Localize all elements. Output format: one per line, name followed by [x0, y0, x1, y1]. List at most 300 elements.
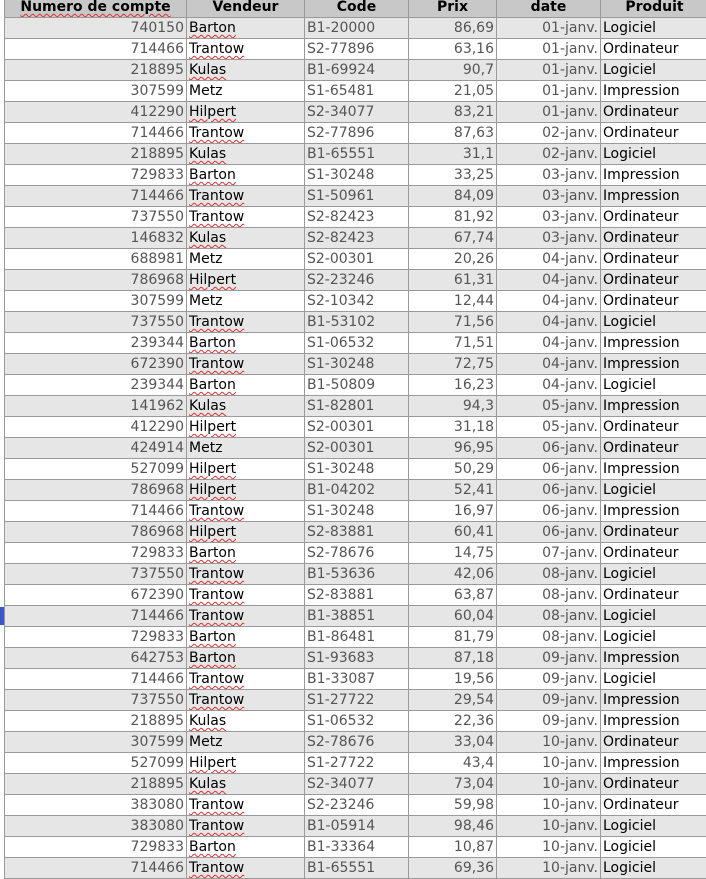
cell-vendor[interactable]	[187, 186, 305, 207]
cell-price[interactable]: 67,74	[409, 228, 497, 249]
cell-account[interactable]: 737550	[5, 312, 187, 333]
cell-date[interactable]: 04-janv.	[497, 249, 601, 270]
table-row	[5, 39, 706, 60]
table-row	[5, 480, 706, 501]
table-row	[5, 585, 706, 606]
cell-date[interactable]: 10-janv.	[497, 732, 601, 753]
cell-price[interactable]: 73,04	[409, 774, 497, 795]
table-row	[5, 753, 706, 774]
cell-account[interactable]: 527099	[5, 753, 187, 774]
cell-date[interactable]: 09-janv.	[497, 669, 601, 690]
cell-vendor[interactable]	[187, 480, 305, 501]
cell-code[interactable]: S2-82423	[305, 207, 409, 228]
cell-product[interactable]: Logiciel	[601, 18, 706, 39]
cell-code[interactable]: B1-53636	[305, 564, 409, 585]
cell-price[interactable]: 81,92	[409, 207, 497, 228]
cell-product[interactable]: Logiciel	[601, 312, 706, 333]
cell-vendor[interactable]	[187, 795, 305, 816]
spellcheck-flagged-text: Barton	[189, 167, 236, 183]
cell-vendor[interactable]	[187, 816, 305, 837]
cell-date[interactable]: 07-janv.	[497, 543, 601, 564]
cell-account[interactable]: 737550	[5, 207, 187, 228]
cell-account[interactable]: 412290	[5, 102, 187, 123]
cell-account[interactable]: 786968	[5, 270, 187, 291]
cell-date[interactable]: 04-janv.	[497, 375, 601, 396]
table-row	[5, 60, 706, 81]
header-vendor[interactable]: Vendeur	[187, 0, 305, 18]
cell-code[interactable]: S1-30248	[305, 459, 409, 480]
table-row	[5, 186, 706, 207]
table-row	[5, 333, 706, 354]
cell-date[interactable]: 04-janv.	[497, 312, 601, 333]
cell-date[interactable]: 08-janv.	[497, 564, 601, 585]
cell-account[interactable]: 714466	[5, 669, 187, 690]
cell-product[interactable]: Impression	[601, 354, 706, 375]
cell-code[interactable]: B1-33364	[305, 837, 409, 858]
cell-price[interactable]: 22,36	[409, 711, 497, 732]
cell-vendor[interactable]	[187, 585, 305, 606]
cell-account[interactable]: 737550	[5, 564, 187, 585]
cell-account[interactable]: 218895	[5, 711, 187, 732]
spellcheck-flagged-text: Trantow	[189, 503, 245, 519]
spellcheck-flagged-text: Trantow	[189, 209, 245, 225]
cell-account[interactable]: 424914	[5, 438, 187, 459]
cell-product[interactable]: Ordinateur	[601, 438, 706, 459]
cell-product[interactable]: Logiciel	[601, 144, 706, 165]
cell-price[interactable]: 72,75	[409, 354, 497, 375]
cell-product[interactable]: Impression	[601, 690, 706, 711]
table-row	[5, 816, 706, 837]
cell-code[interactable]: S2-34077	[305, 774, 409, 795]
spellcheck-flagged-text: Trantow	[189, 314, 245, 330]
cell-account[interactable]: 714466	[5, 858, 187, 879]
cell-vendor[interactable]	[187, 648, 305, 669]
cell-vendor[interactable]	[187, 669, 305, 690]
cell-vendor[interactable]	[187, 564, 305, 585]
cell-price[interactable]: 20,26	[409, 249, 497, 270]
cell-code[interactable]: B1-86481	[305, 627, 409, 648]
spellcheck-flagged-text: Trantow	[189, 818, 245, 834]
cell-code[interactable]: B1-38851	[305, 606, 409, 627]
cell-date[interactable]: 01-janv.	[497, 60, 601, 81]
cell-product[interactable]: Impression	[601, 501, 706, 522]
cell-price[interactable]: 86,69	[409, 18, 497, 39]
cell-code[interactable]: S2-00301	[305, 417, 409, 438]
cell-date[interactable]: 01-janv.	[497, 102, 601, 123]
cell-code[interactable]: S1-50961	[305, 186, 409, 207]
cell-price[interactable]: 42,06	[409, 564, 497, 585]
cell-code[interactable]: S1-27722	[305, 753, 409, 774]
cell-account[interactable]: 729833	[5, 627, 187, 648]
cell-code[interactable]: S2-23246	[305, 270, 409, 291]
cell-date[interactable]: 02-janv.	[497, 123, 601, 144]
cell-product[interactable]: Logiciel	[601, 564, 706, 585]
data-table	[4, 0, 706, 879]
cell-vendor[interactable]: Metz	[187, 291, 305, 312]
cell-account[interactable]: 412290	[5, 417, 187, 438]
cell-account[interactable]: 714466	[5, 501, 187, 522]
cell-code[interactable]: S2-83881	[305, 585, 409, 606]
cell-code[interactable]: S2-00301	[305, 249, 409, 270]
cell-product[interactable]: Impression	[601, 396, 706, 417]
cell-code[interactable]: B1-05914	[305, 816, 409, 837]
cell-vendor[interactable]	[187, 753, 305, 774]
cell-date[interactable]: 08-janv.	[497, 606, 601, 627]
cell-code[interactable]: S1-06532	[305, 333, 409, 354]
cell-code[interactable]: S1-82801	[305, 396, 409, 417]
cell-code[interactable]: B1-65551	[305, 858, 409, 879]
cell-account[interactable]: 141962	[5, 396, 187, 417]
cell-vendor[interactable]	[187, 711, 305, 732]
cell-product[interactable]: Impression	[601, 711, 706, 732]
cell-price[interactable]: 10,87	[409, 837, 497, 858]
table-row	[5, 354, 706, 375]
cell-price[interactable]: 43,4	[409, 753, 497, 774]
cell-date[interactable]: 10-janv.	[497, 795, 601, 816]
cell-code[interactable]: B1-50809	[305, 375, 409, 396]
table-row	[5, 732, 706, 753]
cell-vendor[interactable]	[187, 312, 305, 333]
spellcheck-flagged-text: Kulas	[189, 146, 227, 162]
cell-code[interactable]: S1-65481	[305, 81, 409, 102]
cell-vendor[interactable]	[187, 774, 305, 795]
cell-price[interactable]: 19,56	[409, 669, 497, 690]
spellcheck-flagged-text: Trantow	[189, 188, 245, 204]
cell-account[interactable]: 218895	[5, 774, 187, 795]
cell-account[interactable]: 218895	[5, 144, 187, 165]
cell-account[interactable]: 737550	[5, 690, 187, 711]
spellcheck-flagged-text: Hilpert	[189, 482, 237, 498]
cell-code[interactable]: B1-53102	[305, 312, 409, 333]
table-row	[5, 165, 706, 186]
header-date[interactable]: date	[497, 0, 601, 18]
cell-code[interactable]: S2-23246	[305, 795, 409, 816]
cell-date[interactable]: 02-janv.	[497, 144, 601, 165]
cell-price[interactable]: 16,23	[409, 375, 497, 396]
cell-price[interactable]: 69,36	[409, 858, 497, 879]
table-row	[5, 522, 706, 543]
cell-product[interactable]: Impression	[601, 165, 706, 186]
cell-date[interactable]: 06-janv.	[497, 480, 601, 501]
cell-date[interactable]: 06-janv.	[497, 501, 601, 522]
spellcheck-flagged-text: Trantow	[189, 587, 245, 603]
cell-price[interactable]: 21,05	[409, 81, 497, 102]
cell-account[interactable]: 740150	[5, 18, 187, 39]
spellcheck-flagged-text: Trantow	[189, 41, 245, 57]
cell-product[interactable]: Ordinateur	[601, 543, 706, 564]
cell-code[interactable]: S2-78676	[305, 732, 409, 753]
cell-account[interactable]: 642753	[5, 648, 187, 669]
cell-vendor[interactable]	[187, 501, 305, 522]
cell-vendor[interactable]	[187, 39, 305, 60]
cell-account[interactable]: 729833	[5, 543, 187, 564]
table-row	[5, 795, 706, 816]
cell-account[interactable]: 307599	[5, 732, 187, 753]
cell-code[interactable]: S2-77896	[305, 123, 409, 144]
cell-product[interactable]: Ordinateur	[601, 207, 706, 228]
table-row	[5, 564, 706, 585]
cell-vendor[interactable]	[187, 375, 305, 396]
cell-vendor[interactable]	[187, 459, 305, 480]
cell-product[interactable]: Logiciel	[601, 375, 706, 396]
cell-account[interactable]: 688981	[5, 249, 187, 270]
cell-vendor[interactable]	[187, 18, 305, 39]
cell-price[interactable]: 33,25	[409, 165, 497, 186]
cell-vendor[interactable]	[187, 858, 305, 879]
cell-account[interactable]: 146832	[5, 228, 187, 249]
table-row	[5, 123, 706, 144]
cell-vendor[interactable]	[187, 837, 305, 858]
cell-product[interactable]: Ordinateur	[601, 249, 706, 270]
cell-vendor[interactable]	[187, 102, 305, 123]
cell-price[interactable]: 71,51	[409, 333, 497, 354]
cell-date[interactable]: 03-janv.	[497, 186, 601, 207]
cell-account[interactable]: 239344	[5, 333, 187, 354]
cell-date[interactable]: 10-janv.	[497, 774, 601, 795]
cell-vendor[interactable]	[187, 543, 305, 564]
cell-date[interactable]: 06-janv.	[497, 522, 601, 543]
cell-code[interactable]: B1-33087	[305, 669, 409, 690]
cell-price[interactable]: 33,04	[409, 732, 497, 753]
cell-product[interactable]: Ordinateur	[601, 585, 706, 606]
spellcheck-flagged-text: Trantow	[189, 356, 245, 372]
cell-code[interactable]: S1-30248	[305, 354, 409, 375]
cell-price[interactable]: 12,44	[409, 291, 497, 312]
header-code[interactable]: Code	[305, 0, 409, 18]
cell-vendor[interactable]: Metz	[187, 249, 305, 270]
cell-code[interactable]: B1-69924	[305, 60, 409, 81]
cell-price[interactable]: 87,18	[409, 648, 497, 669]
cell-price[interactable]: 52,41	[409, 480, 497, 501]
cell-account[interactable]: 729833	[5, 837, 187, 858]
cell-vendor[interactable]	[187, 207, 305, 228]
cell-code[interactable]: B1-04202	[305, 480, 409, 501]
cell-code[interactable]: S1-30248	[305, 501, 409, 522]
cell-date[interactable]: 04-janv.	[497, 354, 601, 375]
cell-price[interactable]: 83,21	[409, 102, 497, 123]
cell-date[interactable]: 04-janv.	[497, 270, 601, 291]
cell-code[interactable]: S2-10342	[305, 291, 409, 312]
header-account[interactable]: Numero de compte	[5, 0, 187, 18]
table-row	[5, 228, 706, 249]
cell-product[interactable]: Logiciel	[601, 669, 706, 690]
spellcheck-flagged-text: Trantow	[189, 797, 245, 813]
cell-product[interactable]: Ordinateur	[601, 291, 706, 312]
spellcheck-flagged-text: Hilpert	[189, 524, 237, 540]
cell-vendor[interactable]	[187, 228, 305, 249]
cell-price[interactable]: 94,3	[409, 396, 497, 417]
cell-account[interactable]: 729833	[5, 165, 187, 186]
cell-account[interactable]: 714466	[5, 39, 187, 60]
cell-product[interactable]: Impression	[601, 81, 706, 102]
cell-price[interactable]: 31,1	[409, 144, 497, 165]
cell-product[interactable]: Ordinateur	[601, 39, 706, 60]
cell-account[interactable]: 307599	[5, 291, 187, 312]
cell-price[interactable]: 60,41	[409, 522, 497, 543]
cell-date[interactable]: 04-janv.	[497, 291, 601, 312]
cell-date[interactable]: 06-janv.	[497, 438, 601, 459]
cell-vendor[interactable]	[187, 333, 305, 354]
cell-product[interactable]: Ordinateur	[601, 102, 706, 123]
cell-vendor[interactable]	[187, 396, 305, 417]
cell-date[interactable]: 03-janv.	[497, 165, 601, 186]
table-row	[5, 543, 706, 564]
cell-account[interactable]: 383080	[5, 816, 187, 837]
cell-date[interactable]: 01-janv.	[497, 81, 601, 102]
cell-price[interactable]: 59,98	[409, 795, 497, 816]
header-product[interactable]: Produit	[601, 0, 706, 18]
table-row	[5, 774, 706, 795]
cell-vendor[interactable]	[187, 690, 305, 711]
cell-product[interactable]: Logiciel	[601, 627, 706, 648]
cell-date[interactable]: 06-janv.	[497, 459, 601, 480]
spellcheck-flagged-text: Kulas	[189, 62, 227, 78]
cell-vendor[interactable]	[187, 270, 305, 291]
cell-price[interactable]: 60,04	[409, 606, 497, 627]
cell-account[interactable]: 672390	[5, 354, 187, 375]
cell-vendor[interactable]: Metz	[187, 732, 305, 753]
cell-date[interactable]: 01-janv.	[497, 39, 601, 60]
cell-code[interactable]: S2-77896	[305, 39, 409, 60]
cell-product[interactable]: Ordinateur	[601, 228, 706, 249]
cell-date[interactable]: 09-janv.	[497, 648, 601, 669]
cell-account[interactable]: 239344	[5, 375, 187, 396]
table-row	[5, 459, 706, 480]
cell-account[interactable]: 786968	[5, 480, 187, 501]
cell-price[interactable]: 63,87	[409, 585, 497, 606]
cell-price[interactable]: 61,31	[409, 270, 497, 291]
header-price[interactable]: Prix	[409, 0, 497, 18]
cell-product[interactable]: Impression	[601, 753, 706, 774]
cell-date[interactable]: 03-janv.	[497, 228, 601, 249]
cell-product[interactable]: Logiciel	[601, 606, 706, 627]
cell-product[interactable]: Ordinateur	[601, 270, 706, 291]
cell-vendor[interactable]	[187, 627, 305, 648]
cell-price[interactable]: 14,75	[409, 543, 497, 564]
cell-code[interactable]: S1-93683	[305, 648, 409, 669]
cell-product[interactable]: Impression	[601, 333, 706, 354]
header-row	[5, 0, 706, 18]
cell-code[interactable]: B1-65551	[305, 144, 409, 165]
table-row	[5, 18, 706, 39]
cell-code[interactable]: S2-00301	[305, 438, 409, 459]
cell-product[interactable]: Ordinateur	[601, 123, 706, 144]
cell-code[interactable]: S2-82423	[305, 228, 409, 249]
cell-account[interactable]: 218895	[5, 60, 187, 81]
cell-vendor[interactable]	[187, 123, 305, 144]
table-row	[5, 648, 706, 669]
cell-date[interactable]: 10-janv.	[497, 816, 601, 837]
cell-vendor[interactable]	[187, 144, 305, 165]
cell-price[interactable]: 90,7	[409, 60, 497, 81]
cell-date[interactable]: 10-janv.	[497, 753, 601, 774]
cell-product[interactable]: Impression	[601, 186, 706, 207]
spellcheck-flagged-text: Trantow	[189, 125, 245, 141]
cell-product[interactable]: Logiciel	[601, 816, 706, 837]
cell-product[interactable]: Ordinateur	[601, 417, 706, 438]
cell-account[interactable]: 383080	[5, 795, 187, 816]
cell-date[interactable]: 04-janv.	[497, 333, 601, 354]
cell-product[interactable]: Ordinateur	[601, 795, 706, 816]
cell-product[interactable]: Ordinateur	[601, 732, 706, 753]
cell-product[interactable]: Impression	[601, 648, 706, 669]
table-row	[5, 102, 706, 123]
cell-vendor[interactable]	[187, 606, 305, 627]
cell-code[interactable]: S2-83881	[305, 522, 409, 543]
cell-price[interactable]: 96,95	[409, 438, 497, 459]
spellcheck-flagged-text: Barton	[189, 545, 236, 561]
cell-price[interactable]: 87,63	[409, 123, 497, 144]
cell-product[interactable]: Ordinateur	[601, 774, 706, 795]
cell-price[interactable]: 31,18	[409, 417, 497, 438]
cell-price[interactable]: 71,56	[409, 312, 497, 333]
cell-account[interactable]: 714466	[5, 123, 187, 144]
table-row	[5, 690, 706, 711]
cell-account[interactable]: 307599	[5, 81, 187, 102]
cell-date[interactable]: 09-janv.	[497, 711, 601, 732]
table-row	[5, 375, 706, 396]
cell-code[interactable]: S1-27722	[305, 690, 409, 711]
cell-price[interactable]: 16,97	[409, 501, 497, 522]
cell-date[interactable]: 10-janv.	[497, 837, 601, 858]
cell-account[interactable]: 527099	[5, 459, 187, 480]
cell-code[interactable]: S1-06532	[305, 711, 409, 732]
cell-date[interactable]: 01-janv.	[497, 18, 601, 39]
cell-product[interactable]: Logiciel	[601, 837, 706, 858]
cell-product[interactable]: Logiciel	[601, 858, 706, 879]
cell-code[interactable]: S2-78676	[305, 543, 409, 564]
cell-vendor[interactable]: Metz	[187, 81, 305, 102]
cell-price[interactable]: 29,54	[409, 690, 497, 711]
cell-product[interactable]: Logiciel	[601, 480, 706, 501]
cell-price[interactable]: 98,46	[409, 816, 497, 837]
table-row	[5, 417, 706, 438]
cell-product[interactable]: Logiciel	[601, 60, 706, 81]
cell-date[interactable]: 08-janv.	[497, 585, 601, 606]
spellcheck-flagged-text: Barton	[189, 377, 236, 393]
table-row	[5, 144, 706, 165]
cell-vendor[interactable]	[187, 522, 305, 543]
table-body	[5, 18, 706, 879]
cell-account[interactable]: 714466	[5, 186, 187, 207]
cell-account[interactable]: 672390	[5, 585, 187, 606]
cell-date[interactable]: 05-janv.	[497, 417, 601, 438]
cell-code[interactable]: S2-34077	[305, 102, 409, 123]
cell-price[interactable]: 50,29	[409, 459, 497, 480]
cell-code[interactable]: S1-30248	[305, 165, 409, 186]
cell-vendor[interactable]	[187, 165, 305, 186]
cell-date[interactable]: 09-janv.	[497, 690, 601, 711]
spellcheck-flagged-text: Barton	[189, 20, 236, 36]
cell-product[interactable]: Ordinateur	[601, 522, 706, 543]
cell-product[interactable]: Impression	[601, 459, 706, 480]
table-row	[5, 396, 706, 417]
cell-price[interactable]: 81,79	[409, 627, 497, 648]
cell-code[interactable]: B1-20000	[305, 18, 409, 39]
cell-vendor[interactable]	[187, 417, 305, 438]
cell-vendor[interactable]	[187, 354, 305, 375]
cell-vendor[interactable]: Metz	[187, 438, 305, 459]
cell-price[interactable]: 63,16	[409, 39, 497, 60]
cell-account[interactable]: 714466	[5, 606, 187, 627]
cell-date[interactable]: 10-janv.	[497, 858, 601, 879]
cell-price[interactable]: 84,09	[409, 186, 497, 207]
cell-date[interactable]: 03-janv.	[497, 207, 601, 228]
cell-account[interactable]: 786968	[5, 522, 187, 543]
cell-date[interactable]: 08-janv.	[497, 627, 601, 648]
cell-date[interactable]: 05-janv.	[497, 396, 601, 417]
cell-vendor[interactable]	[187, 60, 305, 81]
